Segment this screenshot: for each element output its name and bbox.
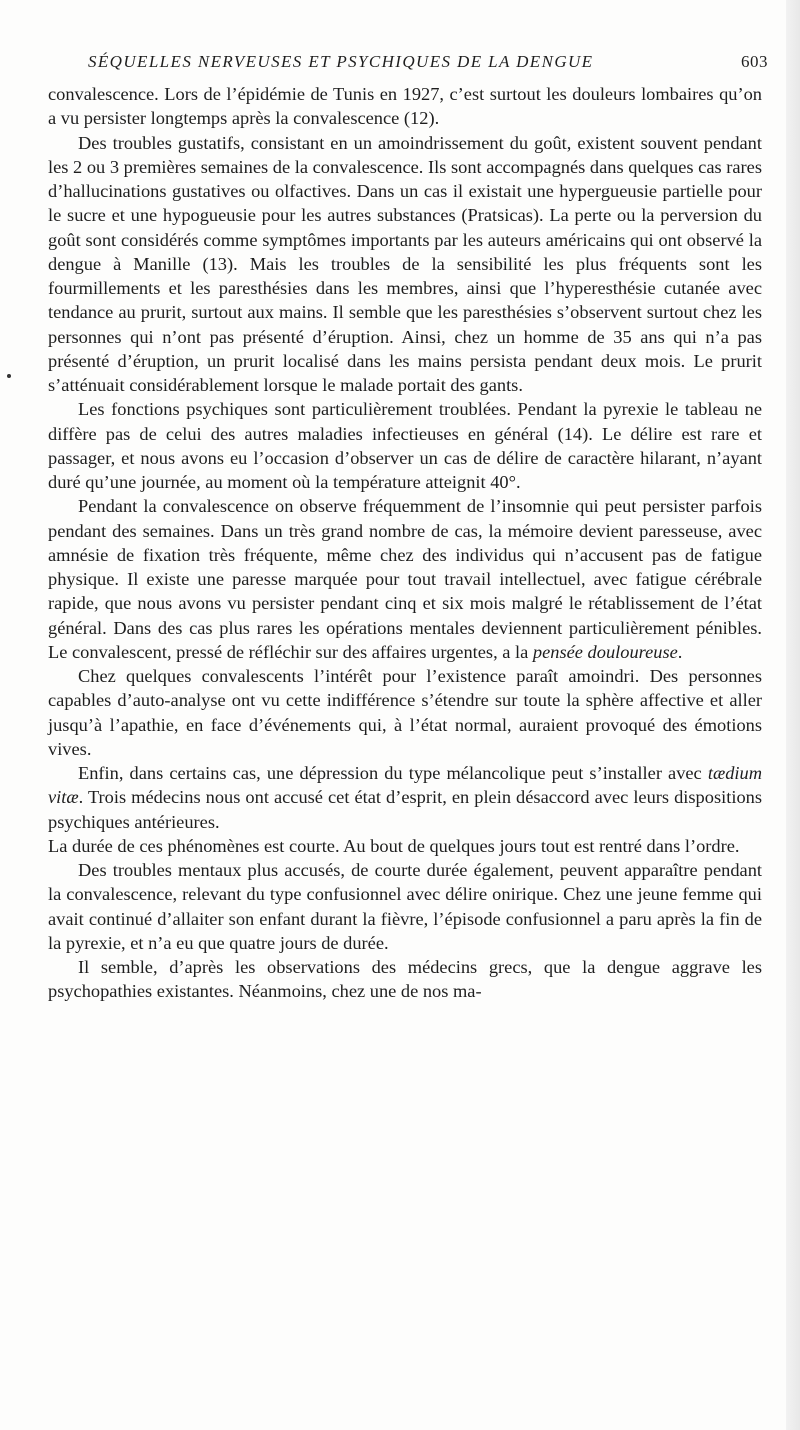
paragraph-4-tail: .: [677, 641, 683, 662]
paragraph-9: Il semble, d’après les observations des médecins grecs, que la dengue aggrave les psychopathies existantes. Néanmoins, chez une de nos ma-: [48, 957, 762, 1002]
paragraph-7: La durée de ces phénomènes est courte. Au bout de quelques jours tout est rentré dans l’ordre.: [48, 835, 740, 856]
taedium-vitae-italic: tædium vitæ: [48, 763, 762, 808]
page-edge-shadow: [786, 0, 800, 1430]
paragraph-6-text: Enfin, dans certains cas, une dépression du type mélancolique peut s’installer avec: [78, 763, 708, 783]
paragraph-4: [48, 494, 762, 664]
paragraph-6: [48, 761, 762, 834]
pensee-douloureuse-italic: pensée douloureuse: [532, 641, 678, 662]
running-title: SÉQUELLES NERVEUSES ET PSYCHIQUES DE LA DENGUE: [88, 52, 594, 71]
paragraph-1: convalescence. Lors de l’épidémie de Tunis en 1927, c’est surtout les douleurs lombaires qu’on a vu persister longtemps après la convalescence (12).: [48, 84, 762, 129]
paragraph-5: Chez quelques convalescents l’intérêt pour l’existence paraît amoindri. Des personnes capables d’auto-analyse ont vu cette indifférence s’étendre sur toute la sphère affective et aller jusqu’à l’apathie, en face d’événements qui, à l’état normal, auraient provoqué des émotions vives.: [48, 666, 762, 759]
paragraph-8: Des troubles mentaux plus accusés, de courte durée également, peuvent apparaître pendant la convalescence, relevant du type confusionnel avec délire onirique. Chez une jeune femme qui avait continué d’allaiter son enfant durant la fièvre, l’épisode confusionnel a paru après la fin de la pyrexie, et n’a eu que quatre jours de durée.: [48, 860, 762, 953]
body-text: [48, 82, 762, 1004]
paragraph-3: Les fonctions psychiques sont particulièrement troublées. Pendant la pyrexie le tableau ne diffère pas de celui des autres maladies infectieuses en général (14). Le délire est rare et passager, et nous avons eu l’occasion d’observer un cas de délire de caractère hilarant, n’ayant duré qu’une journée, au moment où la température atteignit 40°.: [48, 399, 762, 492]
paragraph-2: Des troubles gustatifs, consistant en un amoindrissement du goût, existent souvent pendant les 2 ou 3 premières semaines de la convalescence. Ils sont accompagnés dans quelques cas rares d’hallucinations gustatives ou olfactives. Dans un cas il existait une hypergueusie partielle pour le sucre et une hypogueusie pour les autres substances (Pratsicas). La perte ou la perversion du goût sont considérés comme symptômes importants par les auteurs américains qui ont observé la dengue à Manille (13). Mais les troubles de la sensibilité les plus fréquents sont les fourmillements et les paresthésies dans les membres, ainsi que l’hyperesthésie cutanée avec tendance au prurit, surtout aux mains. Il semble que les paresthésies s’observent surtout chez les personnes qui n’ont pas présenté d’éruption. Ainsi, chez un homme de 35 ans qui n’a pas présenté d’éruption, un prurit localisé dans les mains persista pendant deux mois. Le prurit s’atténuait considérablement lorsque le malade portait des gants.: [48, 132, 762, 395]
margin-dot: [7, 374, 11, 378]
paragraph-4-text: Pendant la convalescence on observe fréquemment de l’insomnie qui peut persister parfois pendant des semaines. Dans un très grand nombre de cas, la mémoire devient paresseuse, avec amnésie de fixation très fréquente, même chez des individus qui n’accusent pas de fatigue physique. Il existe une paresse marquée pour tout travail intellectuel, avec fatigue cérébrale rapide, que nous avons vu persister pendant cinq et six mois malgré le rétablissement de l’état général. Dans des cas plus rares les opérations mentales deviennent particulièrement pénibles. Le convalescent, pressé de réfléchir sur des affaires urgentes, a la: [48, 496, 762, 662]
running-header: [88, 52, 768, 72]
paragraph-6-tail: . Trois médecins nous ont accusé cet état d’esprit, en plein désaccord avec leurs dispositions psychiques antérieures.: [48, 787, 762, 832]
page-number: 603: [741, 52, 768, 71]
